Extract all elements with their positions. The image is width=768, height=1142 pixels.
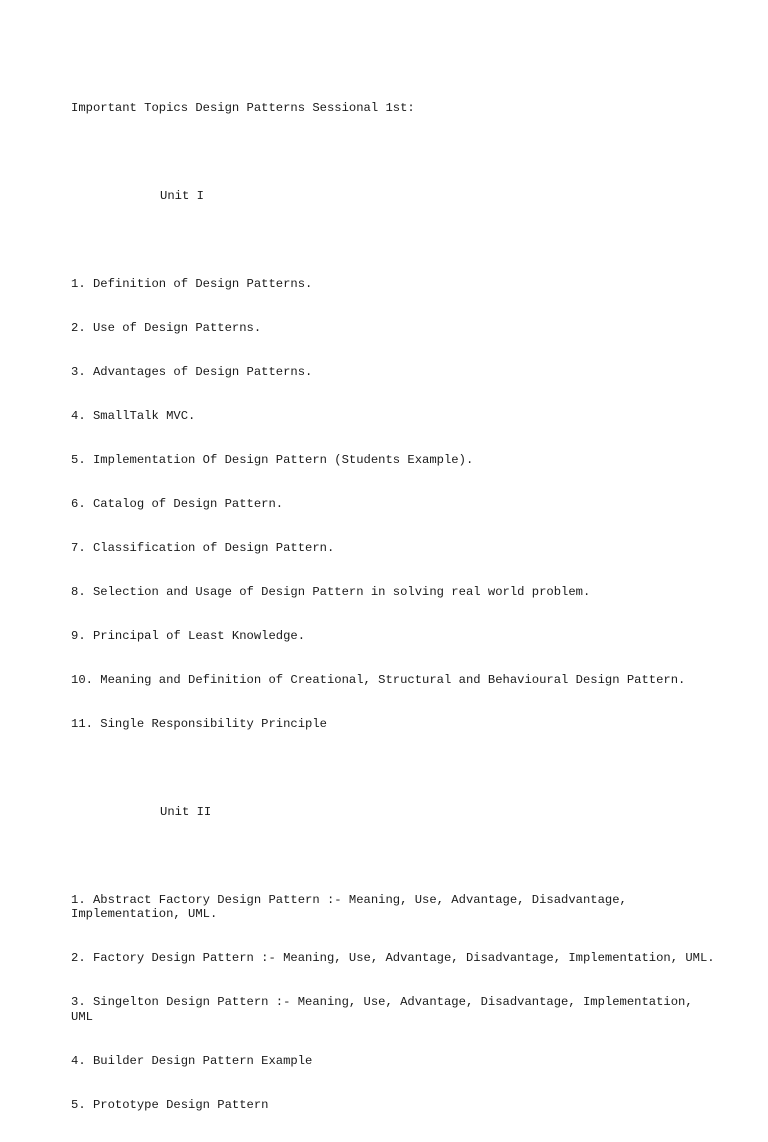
- unit-1-item: 1. Definition of Design Patterns.: [71, 277, 313, 292]
- blank-line: [71, 849, 721, 864]
- unit-1-item: 5. Implementation Of Design Pattern (Students Example).: [71, 453, 474, 468]
- unit-2-heading: Unit II: [160, 804, 212, 819]
- unit-1-item: 6. Catalog of Design Pattern.: [71, 497, 284, 511]
- blank-line: [71, 233, 721, 248]
- document-title: Important Topics Design Patterns Sessional 1st:: [71, 101, 415, 116]
- blank-line: [71, 145, 721, 160]
- unit-2-item: 2. Factory Design Pattern :- Meaning, Use, Advantage, Disadvantage, Implementation, UML.: [71, 951, 715, 966]
- unit-1-item: 10. Meaning and Definition of Creational, Structural and Behavioural Design Pattern.: [71, 672, 686, 687]
- unit-1-item: 4. SmallTalk MVC.: [71, 409, 196, 424]
- unit-1-item: 8. Selection and Usage of Design Pattern in solving real world problem.: [71, 584, 591, 599]
- unit-1-item: 11. Single Responsibility Principle: [71, 716, 327, 731]
- unit-2-item: 5. Prototype Design Pattern: [71, 1097, 269, 1112]
- unit-2-item: 1. Abstract Factory Design Pattern :- Meaning, Use, Advantage, Disadvantage, Implementation, UML.: [71, 892, 635, 922]
- document-body: [71, 72, 721, 1142]
- unit-1-item: 2. Use of Design Patterns.: [71, 321, 262, 336]
- unit-1-heading: Unit I: [160, 189, 204, 204]
- blank-line: [71, 761, 721, 776]
- unit-2-item: 3. Singelton Design Pattern :- Meaning, Use, Advantage, Disadvantage, Implementation, UML: [71, 995, 700, 1024]
- unit-1-item: 3. Advantages of Design Patterns.: [71, 365, 313, 380]
- unit-2-item: 4. Builder Design Pattern Example: [71, 1053, 313, 1068]
- unit-1-item: 9. Principal of Least Knowledge.: [71, 628, 306, 643]
- unit-1-item: 7. Classification of Design Pattern.: [71, 540, 335, 555]
